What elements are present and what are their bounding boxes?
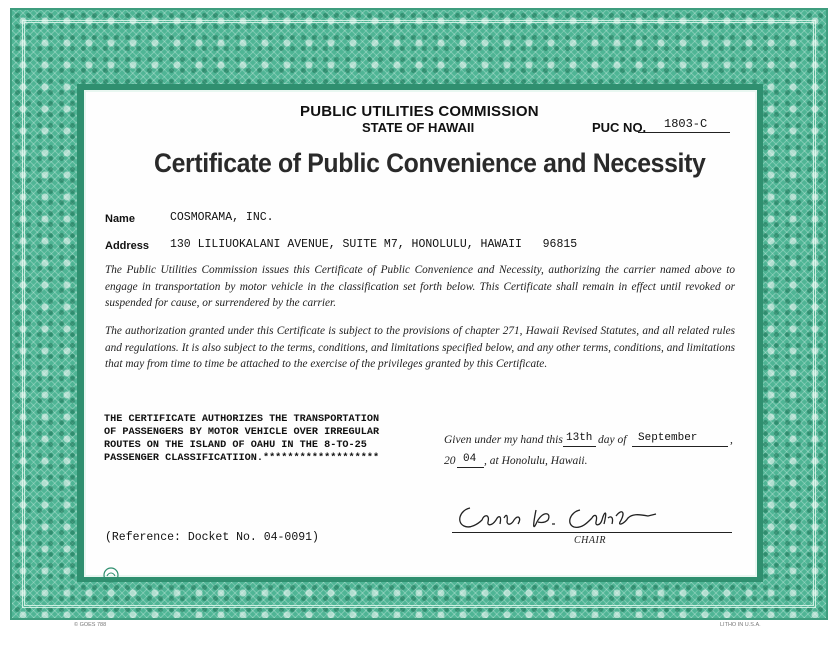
given-year: 04	[463, 453, 477, 465]
paragraph-conditions: The authorization granted under this Certificate is subject to the provisions of chapter 271, Hawaii Revised Statutes, and all related rules and regulations. It is also subject to the terms, conditions, and limitations specified below, and any other terms, conditions, and limitations that may from time to time be attached to the exercise of the privileges granted by this Certificate.	[105, 325, 735, 370]
month-underline	[632, 445, 728, 447]
day-underline	[563, 445, 596, 447]
certificate-title: Certificate of Public Convenience and Necessity	[154, 148, 706, 178]
fine-print-right: LITHO IN U.S.A.	[720, 622, 761, 628]
signature-line	[452, 531, 732, 533]
authorization-statement: THE CERTIFICATE AUTHORIZES THE TRANSPORTATION OF PASSENGERS BY MOTOR VEHICLE OVER IRREGULAR ROUTES ON THE ISLAND OF OAHU IN THE 8-TO-25 PASSENGER CLASSIFICATIION.*******************	[104, 414, 380, 464]
paragraph-authorization: The Public Utilities Commission issues this Certificate of Public Convenience and Necessity, authorizing the carrier named above to engage in transportation by motor vehicle in the classification set forth below. This Certificate shall remain in effect until revoked or suspended for cause, or surrendered by the carrier.	[105, 264, 735, 309]
given-location: , at Honolulu, Hawaii.	[484, 455, 588, 467]
puc-number-label: PUC NO.	[592, 120, 647, 135]
commission-heading: PUBLIC UTILITIES COMMISSION	[300, 103, 539, 120]
name-label: Name	[105, 213, 135, 225]
fine-print-left: © GOES 788	[74, 622, 107, 628]
state-heading: STATE OF HAWAII	[362, 120, 475, 135]
year-underline	[457, 466, 484, 468]
chair-title: CHAIR	[574, 535, 606, 546]
given-comma: ,	[730, 434, 733, 446]
docket-reference: (Reference: Docket No. 04-0091)	[105, 531, 319, 544]
given-day-suffix: day of	[598, 434, 627, 446]
given-day: 13th	[566, 432, 593, 444]
chair-signature	[452, 500, 662, 534]
given-prefix: Given under my hand this	[444, 434, 563, 446]
holder-address: 130 LILIUOKALANI AVENUE, SUITE M7, HONOLULU, HAWAII 96815	[170, 238, 578, 251]
address-label: Address	[105, 240, 150, 252]
given-month: September	[638, 432, 698, 444]
holder-name: COSMORAMA, INC.	[170, 211, 274, 224]
given-year-prefix: 20	[444, 455, 456, 467]
puc-number-value: 1803-C	[664, 117, 708, 131]
printer-emblem-icon	[102, 566, 120, 584]
